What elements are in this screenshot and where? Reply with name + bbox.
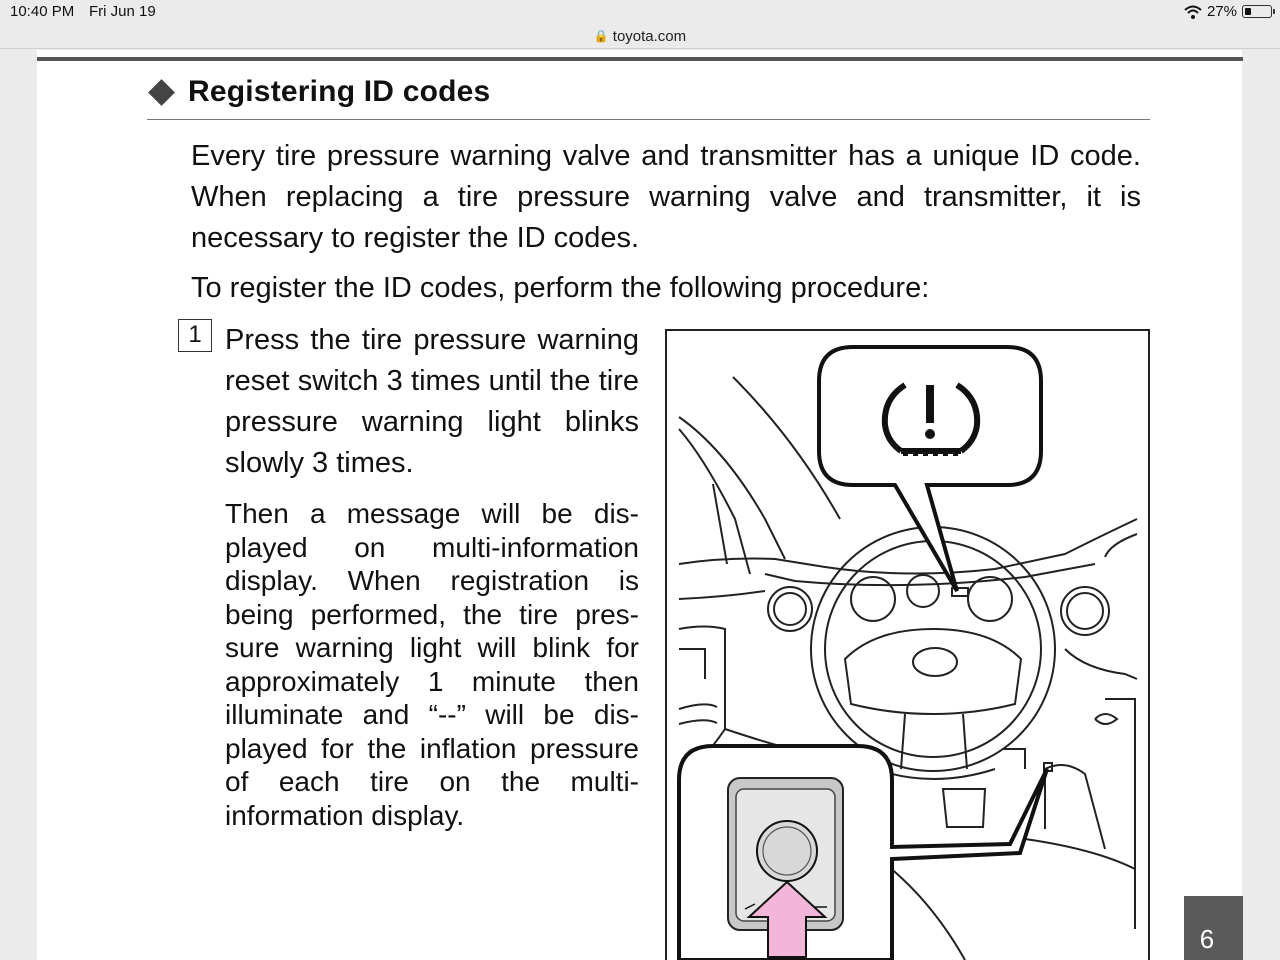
section-heading: Registering ID codes	[188, 75, 491, 108]
procedure-intro: To register the ID codes, perform the following procedure:	[191, 272, 930, 304]
section-tab-number: 6	[1199, 924, 1215, 954]
step-number-box: 1	[178, 319, 212, 352]
battery-icon	[1242, 5, 1272, 18]
tpms-reset-switch	[757, 821, 817, 881]
lock-icon: 🔒	[593, 29, 609, 43]
step-instruction: Press the tire pressure warning reset switch 3 times until the tire pressure warning light blinks slowly 3 times.	[225, 324, 639, 479]
intro-paragraph: Every tire pressure warning valve and transmitter has a unique ID code. When replacing a tire pressure warning valve and transmitter, it is necessary to register the ID codes.	[191, 140, 1141, 254]
page-top-rule	[37, 57, 1243, 61]
status-right	[1184, 3, 1272, 20]
status-date: Fri Jun 19	[89, 3, 156, 20]
status-bar	[0, 0, 1280, 24]
status-time: 10:40 PM	[10, 3, 75, 20]
diamond-bullet-icon	[148, 79, 175, 106]
battery-percent: 27%	[1206, 3, 1237, 20]
section-heading-row	[148, 75, 490, 109]
toolbar-divider	[0, 48, 1280, 49]
dashboard-illustration	[665, 329, 1155, 960]
url-text[interactable]: toyota.com	[612, 27, 687, 45]
address-bar[interactable]	[0, 24, 1280, 48]
step-note: Then a message will be displayed on multi-information display. When registration is being performed, the tire pressure warning light will blink for approximately 1 minute then illuminate and “--” will be displayed for the inflation pressure of each tire on the multi-information display.	[225, 498, 639, 831]
wifi-icon	[1184, 5, 1202, 19]
heading-underline	[147, 119, 1150, 120]
